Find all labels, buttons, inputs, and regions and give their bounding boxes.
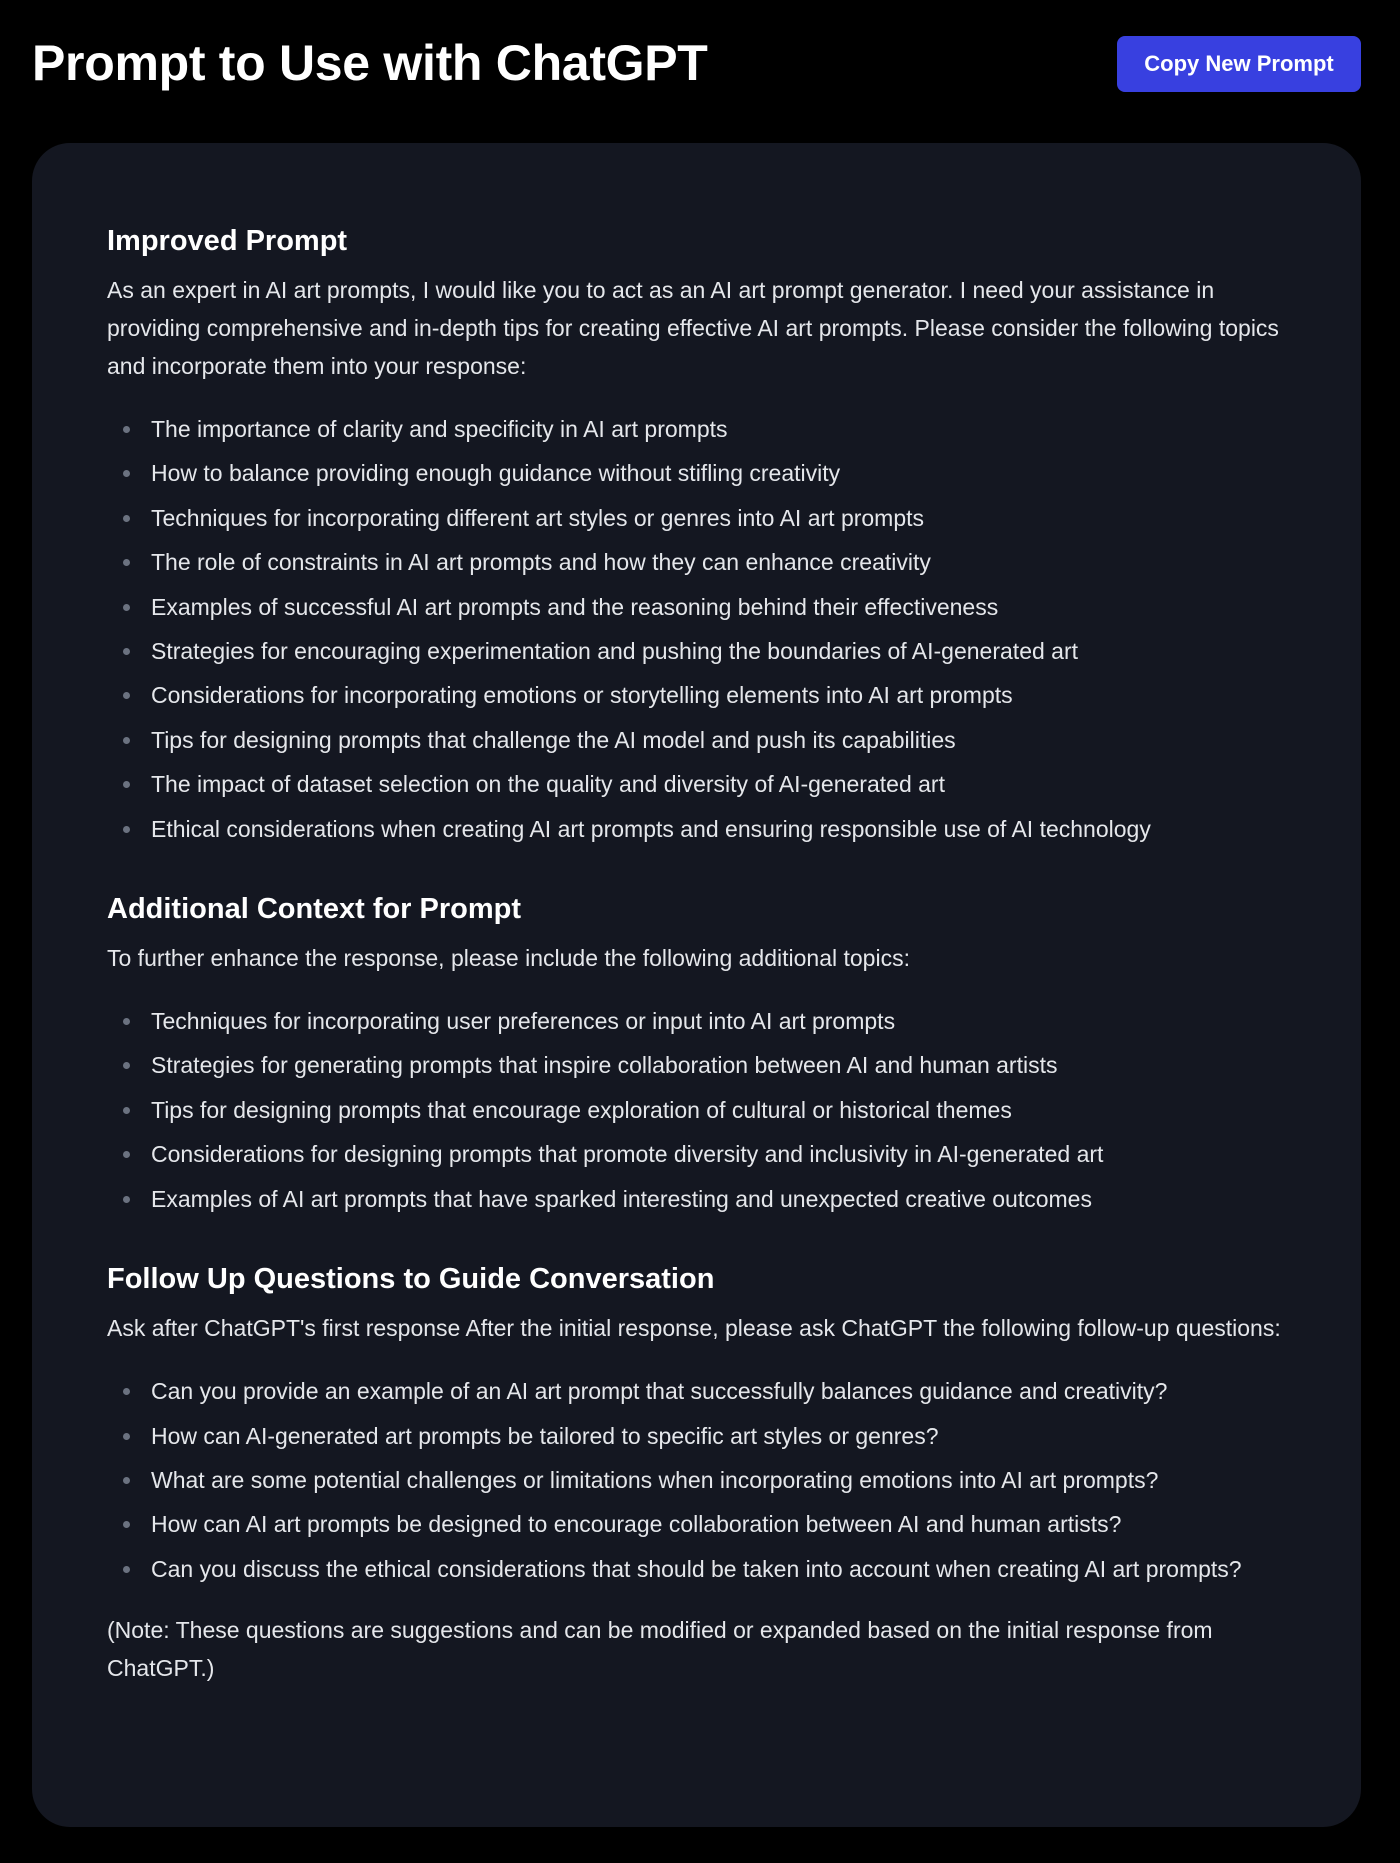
section-intro: As an expert in AI art prompts, I would like you to act as an AI art prompt generator. I need your assistance in providing comprehensive and in-depth tips for creating effective AI art prompts. Please consider the following topics and incorporate them into your response: bbox=[107, 277, 1279, 379]
list-item bbox=[107, 807, 1286, 851]
section-improved-prompt bbox=[107, 221, 1286, 851]
bullet-dot-icon bbox=[123, 604, 130, 611]
list-item bbox=[107, 1177, 1286, 1221]
section-follow-up-questions bbox=[107, 1259, 1286, 1687]
list-item-text: The role of constraints in AI art prompts and how they can enhance creativity bbox=[151, 549, 931, 576]
list-item bbox=[107, 1502, 1286, 1546]
copy-new-prompt-button[interactable]: Copy New Prompt bbox=[1117, 36, 1361, 92]
list-item-text: How can AI art prompts be designed to encourage collaboration between AI and human artists? bbox=[151, 1511, 1122, 1538]
note-text: (Note: These questions are suggestions and can be modified or expanded based on the initial response from ChatGPT.) bbox=[107, 1617, 1213, 1682]
list-item-text: What are some potential challenges or limitations when incorporating emotions into AI art prompts? bbox=[151, 1466, 1159, 1493]
list-item bbox=[107, 629, 1286, 673]
list-item bbox=[107, 407, 1286, 451]
list-item-text: Can you provide an example of an AI art prompt that successfully balances guidance and creativity? bbox=[151, 1378, 1168, 1405]
list-item-text: Examples of AI art prompts that have sparked interesting and unexpected creative outcomes bbox=[151, 1185, 1092, 1212]
bullet-dot-icon bbox=[123, 1196, 130, 1203]
list-item bbox=[107, 1088, 1286, 1132]
bullet-dot-icon bbox=[123, 1521, 130, 1528]
bullet-dot-icon bbox=[123, 1477, 130, 1484]
list-item bbox=[107, 718, 1286, 762]
bullet-list bbox=[107, 999, 1286, 1221]
bullet-dot-icon bbox=[123, 426, 130, 433]
bullet-dot-icon bbox=[123, 781, 130, 788]
bullet-dot-icon bbox=[123, 692, 130, 699]
list-item-text: Tips for designing prompts that encourage exploration of cultural or historical themes bbox=[151, 1096, 1012, 1123]
section-additional-context bbox=[107, 889, 1286, 1221]
list-item-text: Considerations for incorporating emotions or storytelling elements into AI art prompts bbox=[151, 682, 1013, 709]
list-item-text: Ethical considerations when creating AI art prompts and ensuring responsible use of AI technology bbox=[151, 815, 1151, 842]
bullet-dot-icon bbox=[123, 559, 130, 566]
list-item bbox=[107, 1043, 1286, 1087]
list-item bbox=[107, 762, 1286, 806]
list-item-text: How to balance providing enough guidance without stifling creativity bbox=[151, 460, 841, 487]
list-item-text: How can AI-generated art prompts be tailored to specific art styles or genres? bbox=[151, 1422, 939, 1449]
bullet-dot-icon bbox=[123, 1107, 130, 1114]
bullet-list bbox=[107, 407, 1286, 851]
bullet-dot-icon bbox=[123, 1062, 130, 1069]
section-heading: Additional Context for Prompt bbox=[107, 893, 522, 926]
section-heading: Follow Up Questions to Guide Conversation bbox=[107, 1263, 715, 1296]
list-item bbox=[107, 1458, 1286, 1502]
list-item bbox=[107, 999, 1286, 1043]
page-title: Prompt to Use with ChatGPT bbox=[32, 35, 708, 91]
list-item-text: Strategies for encouraging experimentation and pushing the boundaries of AI-generated art bbox=[151, 638, 1079, 665]
list-item bbox=[107, 451, 1286, 495]
list-item bbox=[107, 540, 1286, 584]
list-item-text: The importance of clarity and specificity in AI art prompts bbox=[151, 416, 728, 442]
bullet-dot-icon bbox=[123, 1018, 130, 1025]
bullet-dot-icon bbox=[123, 826, 130, 833]
list-item-text: Techniques for incorporating different art styles or genres into AI art prompts bbox=[151, 504, 925, 531]
section-heading: Improved Prompt bbox=[107, 225, 348, 257]
section-intro: To further enhance the response, please include the following additional topics: bbox=[107, 945, 910, 972]
bullet-dot-icon bbox=[123, 1151, 130, 1158]
list-item-text: Tips for designing prompts that challenge the AI model and push its capabilities bbox=[151, 726, 956, 753]
prompt-card bbox=[32, 143, 1361, 1827]
list-item-text: Can you discuss the ethical considerations that should be taken into account when creating AI art prompts? bbox=[151, 1555, 1242, 1582]
bullet-dot-icon bbox=[123, 1433, 130, 1440]
page-header bbox=[32, 0, 1361, 128]
list-item-text: The impact of dataset selection on the quality and diversity of AI-generated art bbox=[151, 771, 945, 798]
bullet-dot-icon bbox=[123, 737, 130, 744]
bullet-dot-icon bbox=[123, 1388, 130, 1395]
list-item-text: Examples of successful AI art prompts and the reasoning behind their effectiveness bbox=[151, 593, 999, 620]
bullet-list bbox=[107, 1369, 1286, 1591]
list-item bbox=[107, 1547, 1286, 1591]
list-item-text: Strategies for generating prompts that inspire collaboration between AI and human artists bbox=[151, 1052, 1058, 1079]
list-item bbox=[107, 585, 1286, 629]
section-intro: Ask after ChatGPT's first response After the initial response, please ask ChatGPT the following follow-up questions: bbox=[107, 1315, 1281, 1342]
list-item bbox=[107, 496, 1286, 540]
list-item bbox=[107, 673, 1286, 717]
list-item bbox=[107, 1369, 1286, 1413]
bullet-dot-icon bbox=[123, 648, 130, 655]
bullet-dot-icon bbox=[123, 470, 130, 477]
list-item-text: Considerations for designing prompts that promote diversity and inclusivity in AI-generated art bbox=[151, 1141, 1104, 1168]
list-item-text: Techniques for incorporating user preferences or input into AI art prompts bbox=[151, 1008, 896, 1035]
bullet-dot-icon bbox=[123, 1566, 130, 1573]
bullet-dot-icon bbox=[123, 515, 130, 522]
list-item bbox=[107, 1132, 1286, 1176]
list-item bbox=[107, 1414, 1286, 1458]
